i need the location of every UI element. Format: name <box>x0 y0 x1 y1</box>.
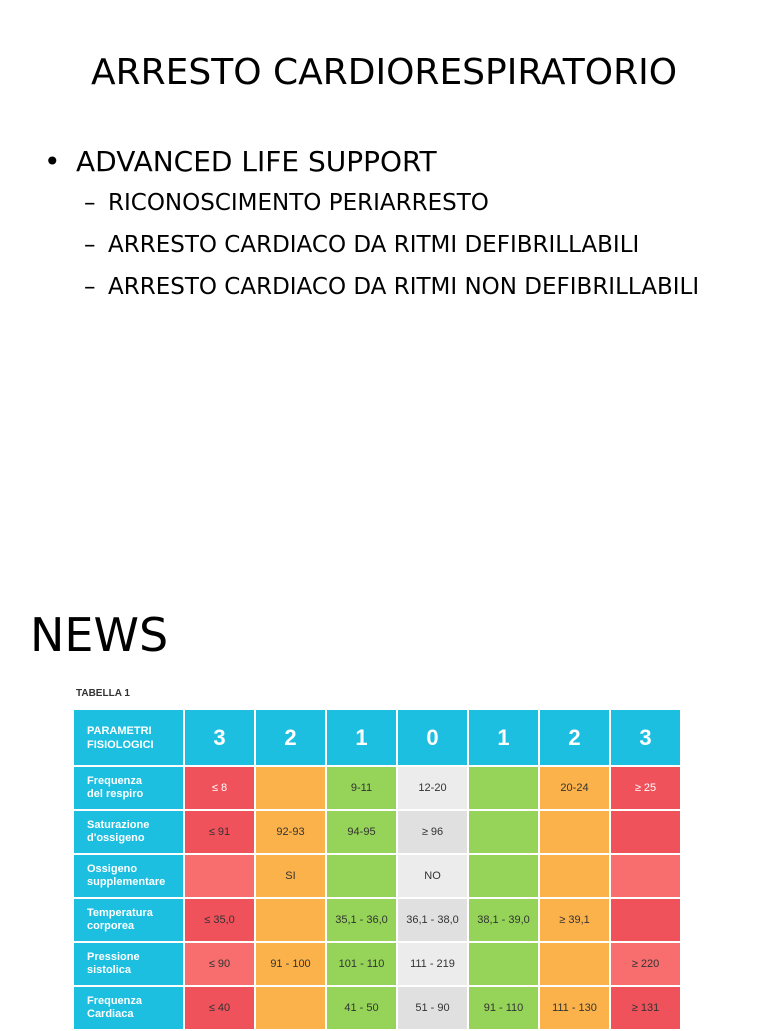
sub-bullet-text: RICONOSCIMENTO PERIARRESTO <box>108 190 489 216</box>
score-header: 1 <box>469 710 538 765</box>
score-header: 3 <box>185 710 254 765</box>
dash-icon: – <box>84 190 96 216</box>
table-cell <box>540 943 609 985</box>
table-cell: ≤ 8 <box>185 767 254 809</box>
table-cell <box>256 767 325 809</box>
table-cell: 38,1 - 39,0 <box>469 899 538 941</box>
table-cell: ≥ 131 <box>611 987 680 1029</box>
row-label-line: Saturazione <box>87 819 150 831</box>
news-score-table <box>72 708 682 1031</box>
sub-bullet-item <box>44 266 699 308</box>
table-cell: 35,1 - 36,0 <box>327 899 396 941</box>
table-cell: 92-93 <box>256 811 325 853</box>
row-label-line: corporea <box>87 920 135 932</box>
dash-icon: – <box>84 232 96 258</box>
sub-bullet-item <box>44 182 699 224</box>
header-label-line: PARAMETRI <box>87 724 152 737</box>
news-heading: NEWS <box>30 608 169 662</box>
table-cell: 94-95 <box>327 811 396 853</box>
sub-bullet-text: ARRESTO CARDIACO DA RITMI NON DEFIBRILLABILI <box>108 274 700 300</box>
table-cell <box>469 943 538 985</box>
table-cell <box>469 811 538 853</box>
score-header: 2 <box>540 710 609 765</box>
row-label-line: Frequenza <box>87 995 143 1007</box>
table-cell: 91 - 100 <box>256 943 325 985</box>
table-header-row <box>74 710 680 765</box>
table-cell: ≤ 40 <box>185 987 254 1029</box>
table-cell: NO <box>398 855 467 897</box>
table-cell: ≥ 220 <box>611 943 680 985</box>
table-cell: ≥ 25 <box>611 767 680 809</box>
score-header: 2 <box>256 710 325 765</box>
row-label-line: Pressione <box>87 951 140 963</box>
table-cell: 111 - 130 <box>540 987 609 1029</box>
score-header: 0 <box>398 710 467 765</box>
row-label <box>74 811 183 853</box>
table-cell <box>327 855 396 897</box>
table-cell: ≥ 39,1 <box>540 899 609 941</box>
table-cell: ≤ 91 <box>185 811 254 853</box>
table-row <box>74 943 680 985</box>
table-row <box>74 899 680 941</box>
table-cell: 20-24 <box>540 767 609 809</box>
row-label-line: supplementare <box>87 876 166 888</box>
table-cell: 91 - 110 <box>469 987 538 1029</box>
bullet-list <box>44 142 699 308</box>
slide-title: ARRESTO CARDIORESPIRATORIO <box>90 52 678 93</box>
row-label <box>74 767 183 809</box>
table-cell: 9-11 <box>327 767 396 809</box>
table-cell <box>611 811 680 853</box>
table-cell: 12-20 <box>398 767 467 809</box>
table-row <box>74 987 680 1029</box>
table-row <box>74 811 680 853</box>
table-cell <box>256 987 325 1029</box>
table-row <box>74 767 680 809</box>
table-cell <box>469 767 538 809</box>
score-header: 3 <box>611 710 680 765</box>
header-label-line: FISIOLOGICI <box>87 738 154 751</box>
bullet-item <box>44 142 699 182</box>
row-label-line: Temperatura <box>87 907 153 919</box>
sub-bullet-text: ARRESTO CARDIACO DA RITMI DEFIBRILLABILI <box>108 232 640 258</box>
table-cell <box>185 855 254 897</box>
row-label <box>74 855 183 897</box>
header-parameters <box>74 710 183 765</box>
row-label <box>74 899 183 941</box>
row-label-line: Frequenza <box>87 775 143 787</box>
score-header: 1 <box>327 710 396 765</box>
table-cell <box>469 855 538 897</box>
table-cell: 41 - 50 <box>327 987 396 1029</box>
table-cell <box>611 899 680 941</box>
row-label <box>74 987 183 1029</box>
table-cell: 51 - 90 <box>398 987 467 1029</box>
dash-icon: – <box>84 274 96 300</box>
row-label-line: Ossigeno <box>87 863 138 875</box>
table-caption: TABELLA 1 <box>76 688 130 699</box>
table-cell <box>540 811 609 853</box>
table-cell <box>256 899 325 941</box>
table-cell: ≤ 35,0 <box>185 899 254 941</box>
table-cell: SI <box>256 855 325 897</box>
table-cell: 101 - 110 <box>327 943 396 985</box>
table-cell: 111 - 219 <box>398 943 467 985</box>
table-cell: 36,1 - 38,0 <box>398 899 467 941</box>
row-label <box>74 943 183 985</box>
table-row <box>74 855 680 897</box>
bullet-dot-icon: • <box>44 145 61 178</box>
bullet-text: ADVANCED LIFE SUPPORT <box>76 145 437 178</box>
table-cell <box>611 855 680 897</box>
row-label-line: Cardiaca <box>87 1008 134 1020</box>
table-cell <box>540 855 609 897</box>
table-cell: ≤ 90 <box>185 943 254 985</box>
table-cell: ≥ 96 <box>398 811 467 853</box>
sub-bullet-item <box>44 224 699 266</box>
row-label-line: d'ossigeno <box>87 832 145 844</box>
row-label-line: sistolica <box>87 964 132 976</box>
row-label-line: del respiro <box>87 788 144 800</box>
